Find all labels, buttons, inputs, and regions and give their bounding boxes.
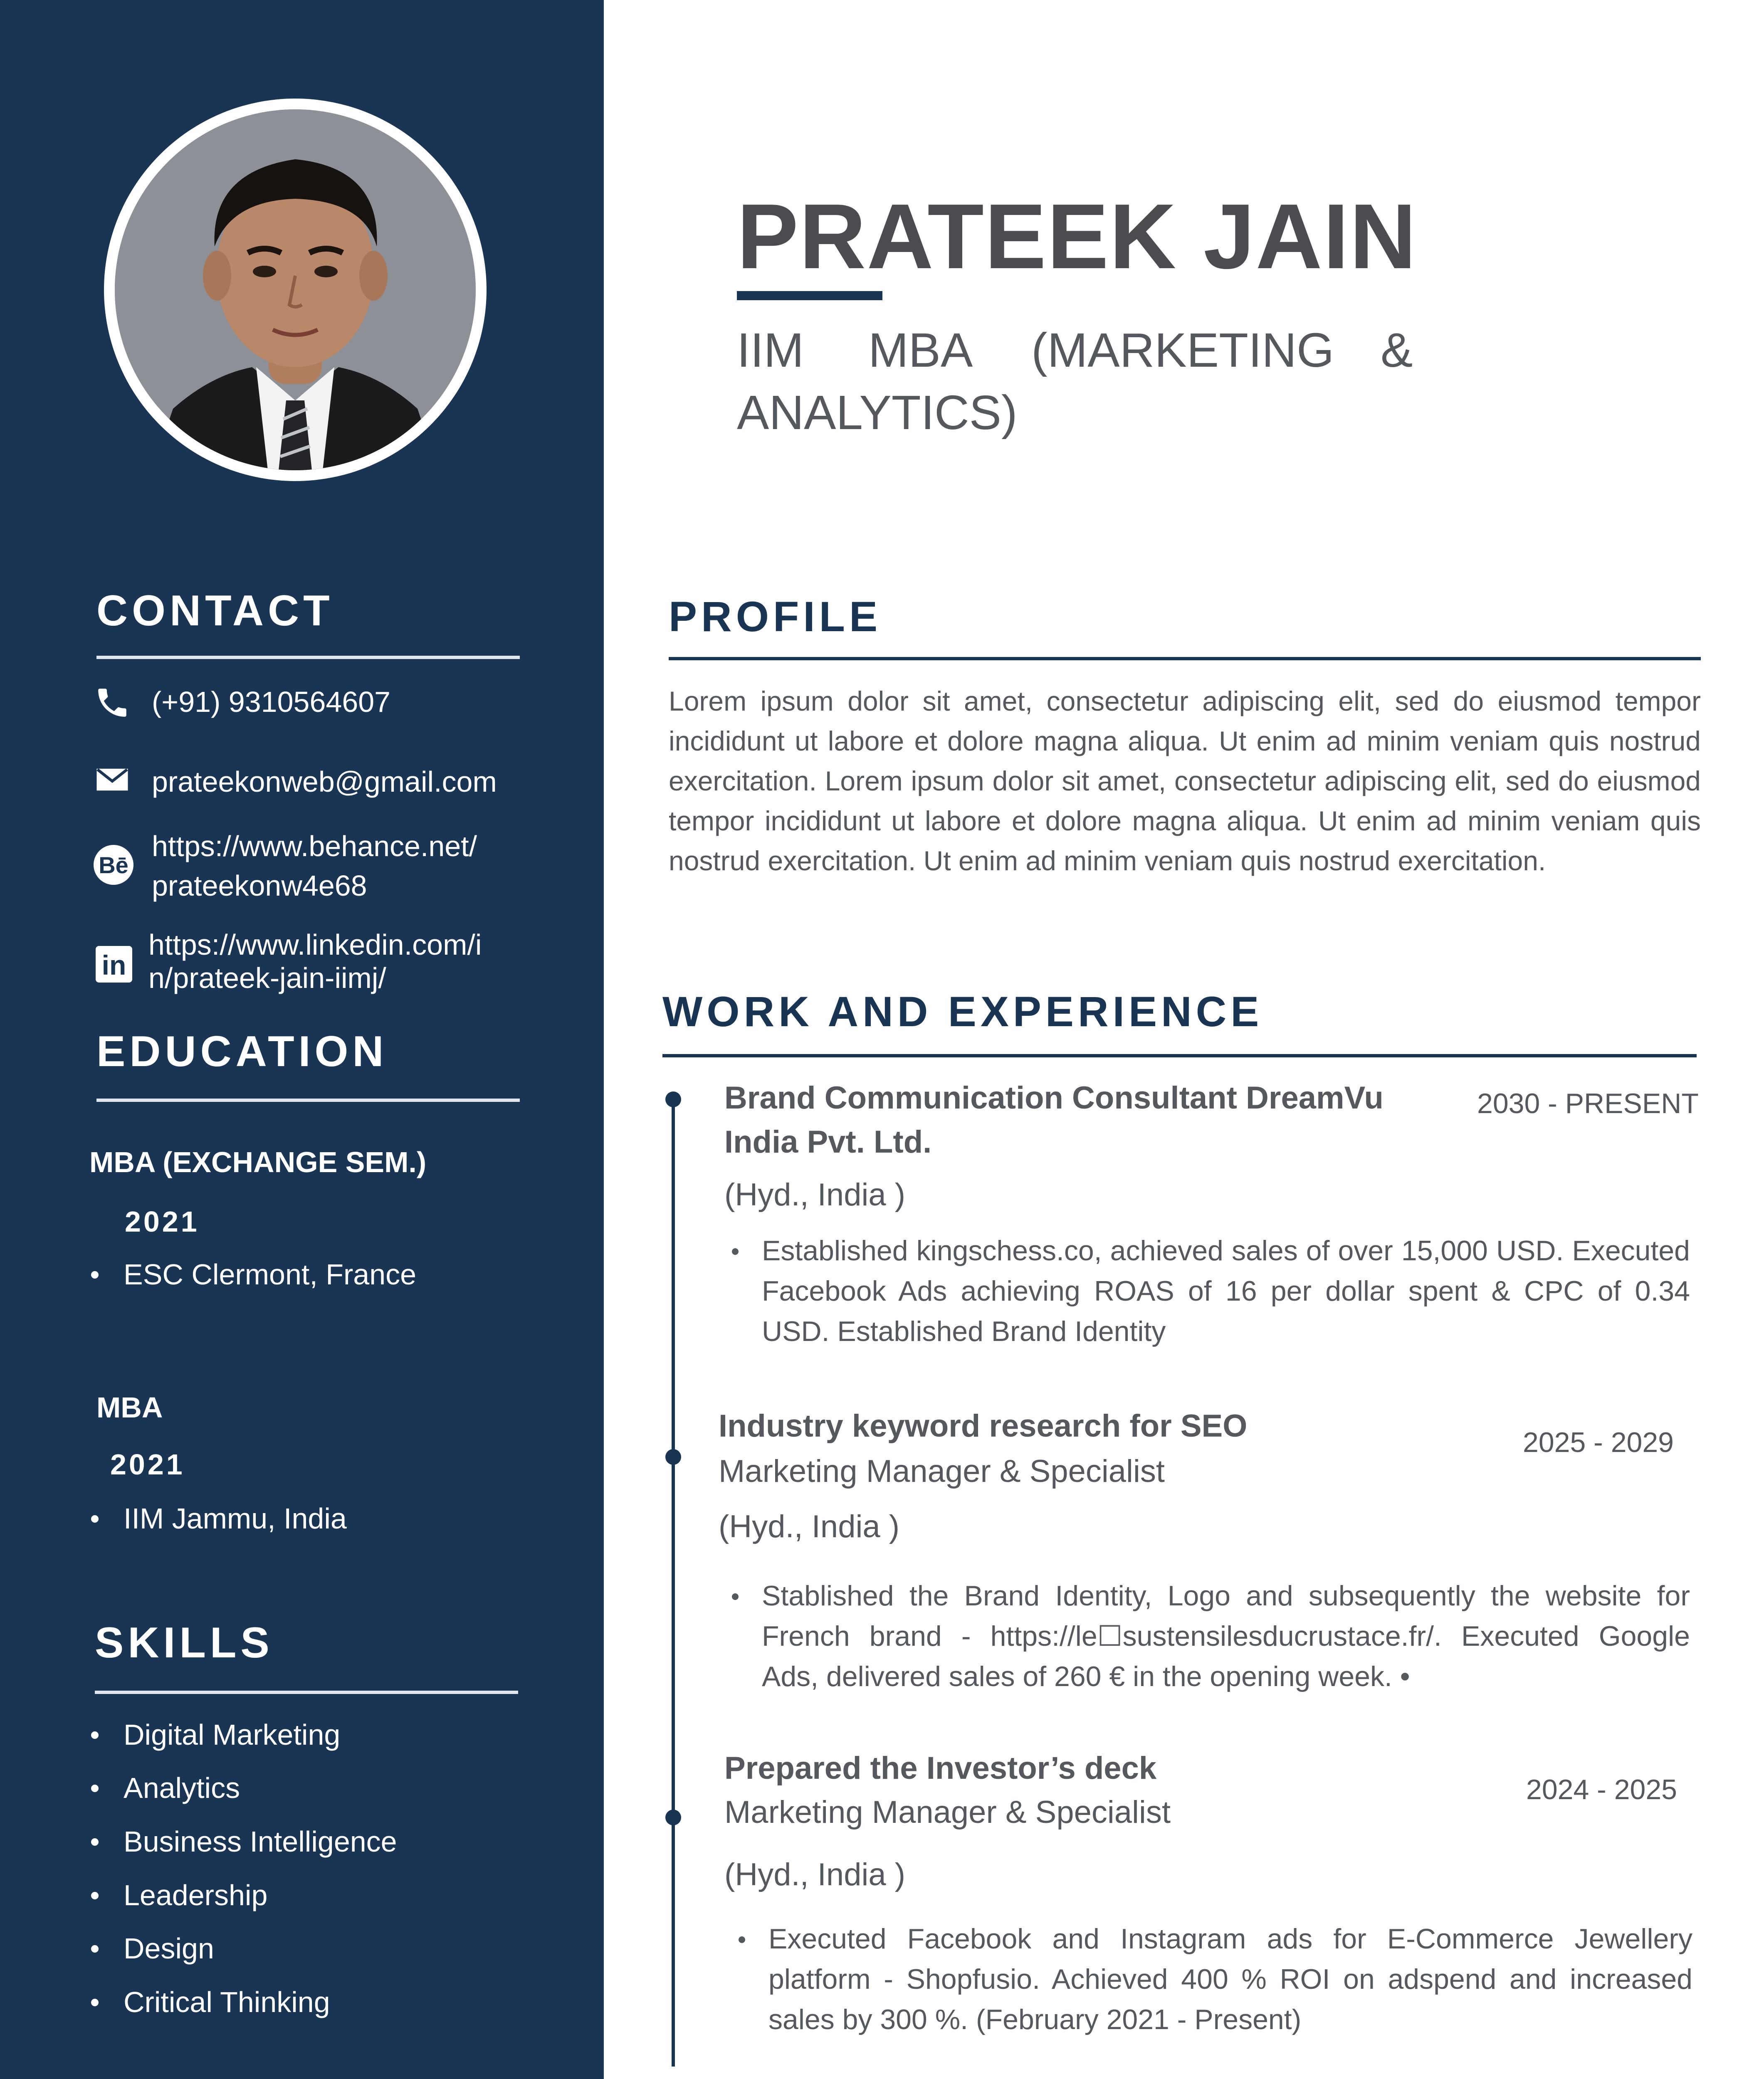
contact-linkedin-line1[interactable]: https://www.linkedin.com/i [148,928,482,961]
job-2-location: (Hyd., India ) [719,1509,900,1544]
job-3-role: Marketing Manager & Specialist [724,1795,1171,1830]
job-1-bullet: Established kingschess.co, achieved sales of over 15,000 USD. Executed Facebook Ads achieving ROAS of 16 per dollar spent & CPC of 0.34 USD. Established Brand Identity [762,1231,1690,1352]
work-title: WORK AND EXPERIENCE [662,988,1263,1035]
timeline-dot [665,1810,681,1825]
job-1-title-line1: Brand Communication Consultant DreamVu [724,1080,1384,1116]
contact-behance-line2[interactable]: prateekonw4e68 [152,869,367,902]
job-1-date: 2030 - PRESENT [1477,1088,1699,1119]
job-1-title-line2: India Pvt. Ltd. [724,1124,932,1160]
contact-divider [96,656,520,659]
timeline-dot [665,1091,681,1107]
behance-icon[interactable] [94,845,133,885]
work-divider [662,1054,1697,1057]
job-3-bullet: Executed Facebook and Instagram ads for E-Commerce Jewellery platform - Shopfusio. Achieved 400 % ROI on adspend and increased sales by 300 %. (February 2021 - Present) [768,1919,1692,2040]
profile-photo-frame [104,99,487,481]
sidebar [0,0,604,2079]
skill-item: Digital Marketing [124,1719,341,1751]
subtitle-word: & [1381,323,1413,377]
name-underline [737,291,882,300]
education-year-2: 2021 [110,1448,185,1481]
education-degree-2: MBA [96,1391,163,1424]
profile-title: PROFILE [669,593,882,640]
skill-item: Design [124,1932,214,1965]
job-2-bullet: Stablished the Brand Identity, Logo and subsequently the website for French brand - https://le☐sustensilesducrustace.fr/. Executed Google Ads, delivered sales of 260 € in the opening week. • [762,1576,1690,1697]
education-year-1: 2021 [125,1205,200,1238]
job-3-location: (Hyd., India ) [724,1857,906,1892]
contact-behance-line1[interactable]: https://www.behance.net/ [152,830,477,862]
contact-email[interactable]: prateekonweb@gmail.com [152,765,497,798]
skills-title: SKILLS [95,1619,274,1667]
contact-phone[interactable]: (+91) 9310564607 [152,686,391,718]
job-2-title: Industry keyword research for SEO [719,1408,1248,1444]
job-2-date: 2025 - 2029 [1523,1427,1674,1458]
skill-item: Analytics [124,1772,240,1804]
education-degree-1: MBA (EXCHANGE SEM.) [89,1146,427,1178]
skill-item: Business Intelligence [124,1825,397,1858]
profile-photo [115,109,476,470]
job-1-location: (Hyd., India ) [724,1177,906,1212]
subtitle-word: (MARKETING [1031,323,1334,377]
linkedin-icon[interactable] [96,946,132,983]
education-title: EDUCATION [96,1027,388,1076]
contact-title: CONTACT [96,587,334,635]
linkedin-glyph: in [101,950,126,980]
job-3-title: Prepared the Investor’s deck [724,1751,1157,1786]
behance-glyph: Bē [99,852,128,878]
candidate-name: PRATEEK JAIN [737,185,1417,288]
profile-divider [669,657,1701,660]
work-timeline [672,1098,675,2067]
education-school-1: ESC Clermont, France [124,1258,417,1291]
skill-item: Critical Thinking [124,1986,330,2018]
subtitle-line2: ANALYTICS) [737,385,1018,440]
job-2-role: Marketing Manager & Specialist [719,1454,1165,1489]
skill-item: Leadership [124,1879,268,1911]
subtitle-word: MBA [868,323,973,377]
education-divider [96,1099,520,1102]
skills-divider [95,1691,518,1694]
phone-icon [94,684,131,721]
contact-linkedin-line2[interactable]: n/prateek-jain-iimj/ [148,962,386,994]
timeline-dot [665,1449,681,1465]
education-school-2: IIM Jammu, India [124,1502,347,1535]
mail-icon [94,761,131,798]
subtitle-word: IIM [737,323,804,377]
job-3-date: 2024 - 2025 [1526,1774,1677,1805]
profile-text: Lorem ipsum dolor sit amet, consectetur adipiscing elit, sed do eiusmod tempor incididunt ut labore et dolore magna aliqua. Ut enim ad minim veniam quis nostrud exercitation. Lorem ipsum dolor sit amet, consectetur adipiscing elit, sed do eiusmod tempor incididunt ut labore et dolore magna aliqua. Ut enim ad minim veniam quis nostrud exercitation. Ut enim ad minim veniam quis nostrud exercitation. [669,686,1701,876]
